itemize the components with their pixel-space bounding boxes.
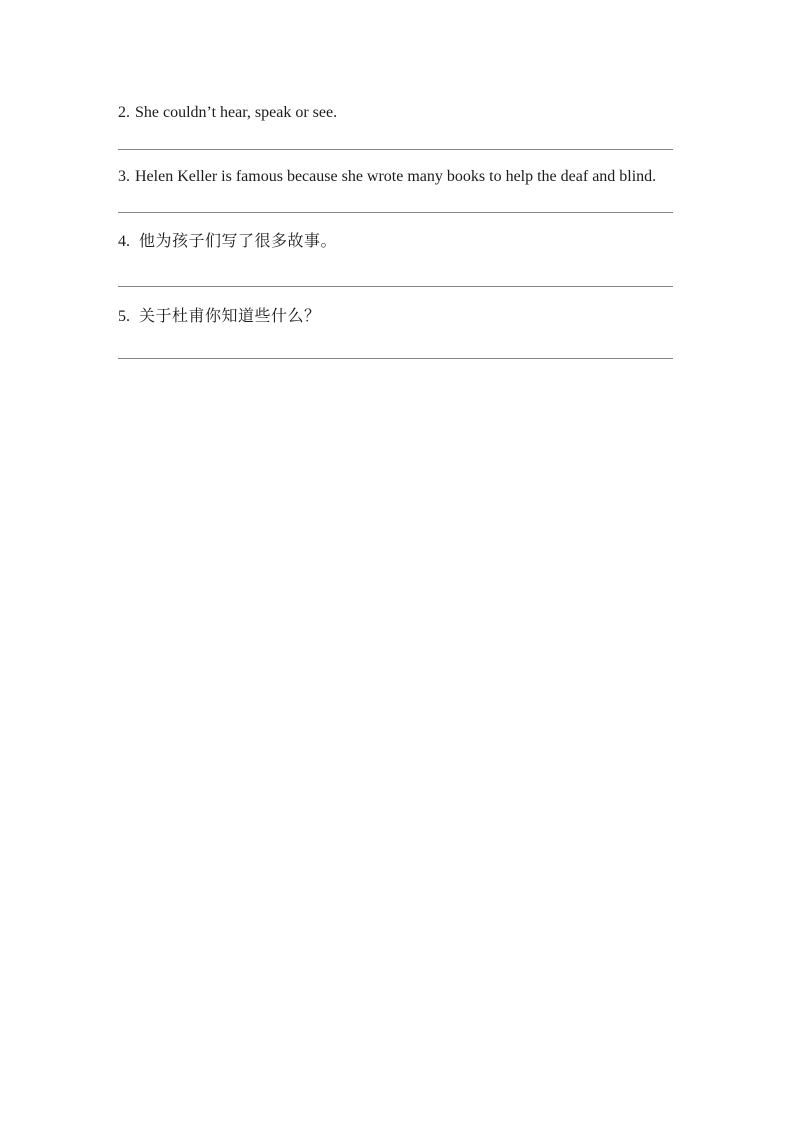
item-text: She couldn’t hear, speak or see. — [135, 104, 338, 121]
answer-blank-line — [118, 286, 673, 287]
exercise-sentence-2 — [118, 103, 678, 122]
answer-blank-line — [118, 358, 673, 359]
answer-blank-line — [118, 149, 673, 150]
exercise-sentence-3 — [118, 167, 678, 186]
item-number: 2. — [118, 104, 130, 121]
item-text: 关于杜甫你知道些什么？ — [139, 308, 321, 325]
answer-blank-line — [118, 212, 673, 213]
item-number: 3. — [118, 168, 130, 185]
exercise-sentence-4 — [118, 232, 678, 251]
item-number: 4. — [118, 233, 130, 250]
exercise-sentence-5 — [118, 307, 678, 326]
item-text: Helen Keller is famous because she wrote many books to help the deaf and blind. — [135, 168, 657, 185]
item-text: 他为孩子们写了很多故事。 — [139, 233, 338, 250]
item-number: 5. — [118, 308, 130, 325]
